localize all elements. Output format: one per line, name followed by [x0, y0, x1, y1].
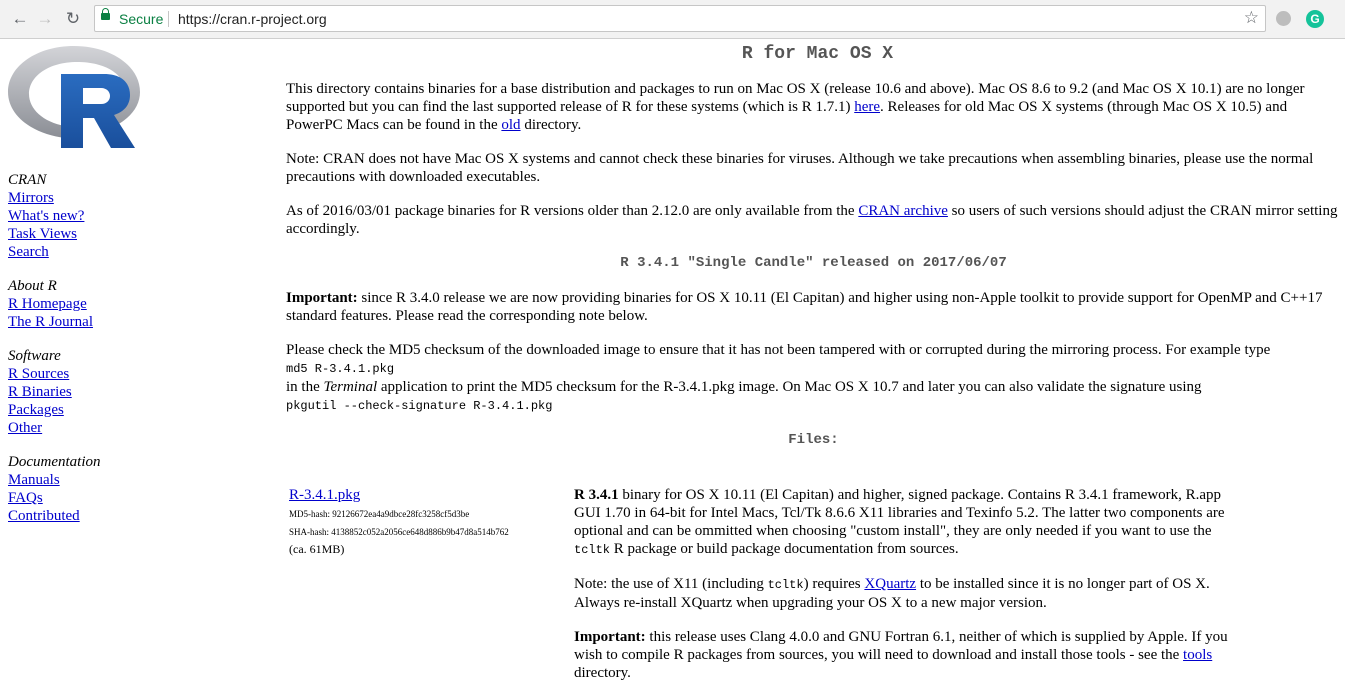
archive-text: As of 2016/03/01 package binaries for R versions older than 2.12.0 are only available from the	[286, 203, 859, 219]
browser-toolbar	[0, 0, 1345, 39]
here-link[interactable]: here	[854, 99, 881, 115]
description-text: to be installed since it is no longer part of OS X. Always re-install XQuartz when upgrading your OS X to a new major version.	[574, 576, 1210, 611]
sidebar-link-r-sources[interactable]: R Sources	[8, 366, 70, 382]
description-text: this release uses Clang 4.0.0 and GNU Fortran 6.1, neither of which is supplied by Apple. If you wish to compile R packages from sources, you will need to download and install those tools - see the	[574, 629, 1228, 663]
sidebar-link-faqs[interactable]: FAQs	[8, 490, 43, 506]
main-content	[286, 44, 1341, 681]
important-label: Important:	[286, 290, 358, 306]
sidebar-link-other[interactable]: Other	[8, 420, 43, 436]
archive-text: so users of such versions should adjust the CRAN mirror setting accordingly.	[286, 203, 1338, 237]
important-label: Important:	[574, 629, 646, 645]
description-text: Note: the use of X11 (including	[574, 576, 768, 592]
code-tcltk: tcltk	[767, 578, 804, 592]
checksum-text: application to print the MD5 checksum for the R-3.4.1.pkg image. On Mac OS X 10.7 and later you can also validate the signature using	[377, 379, 1202, 395]
sidebar-group-about	[8, 277, 100, 331]
version-label: R 3.4.1	[574, 487, 619, 503]
description-text: ) requires	[803, 576, 865, 592]
sidebar-link-r-journal[interactable]: The R Journal	[8, 314, 93, 330]
tools-link[interactable]: tools	[1183, 647, 1213, 663]
cran-archive-link[interactable]: CRAN archive	[858, 203, 948, 219]
extension-icon[interactable]	[1276, 11, 1291, 26]
secure-label: Secure	[119, 11, 164, 27]
intro-text: This directory contains binaries for a base distribution and packages to run on Mac OS X (release 10.6 and above). Mac OS 8.6 to 9.2 (and Mac OS X 10.1) are no longer supported but you can find the last supported release of R for these systems (which is R 1.7.1)	[286, 81, 1305, 115]
intro-text: . Releases for old Mac OS X systems (through Mac OS X 10.5) and PowerPC Macs can be found in the	[286, 99, 1288, 133]
pkgutil-command: pkgutil --check-signature R-3.4.1.pkg	[286, 399, 553, 413]
virus-note: Note: CRAN does not have Mac OS X systems and cannot check these binaries for viruses. Although we take precautions when assembling binaries, please use the normal precautions with downloaded executables.	[286, 151, 1314, 185]
release-heading: R 3.4.1 "Single Candle" released on 2017/06/07	[620, 255, 1007, 271]
important-text: since R 3.4.0 release we are now providing binaries for OS X 10.11 (El Capitan) and higher using non-Apple toolkit to provide support for OpenMP and C++17 standard features. Please read the corresponding note below.	[286, 290, 1323, 324]
xquartz-link[interactable]: XQuartz	[864, 576, 917, 592]
file-description	[574, 486, 1244, 698]
download-pkg-link[interactable]: R-3.4.1.pkg	[289, 487, 361, 503]
sha-hash: SHA-hash: 4138852c052a2056ce648d886b9b47d8a514b762	[289, 527, 509, 537]
checksum-text: in the	[286, 379, 324, 395]
description-text: binary for OS X 10.11 (El Capitan) and higher, signed package. Contains R 3.4.1 framework, R.app GUI 1.70 in 64-bit for Intel Macs, Tcl/Tk 8.6.6 X11 libraries and Texinfo 5.2. The latter two components are optional and can be ommitted when choosing "custom install", they are only needed if you want to use the	[574, 487, 1225, 539]
sidebar-heading: Documentation	[8, 454, 101, 470]
file-info	[289, 486, 559, 558]
sidebar-link-manuals[interactable]: Manuals	[8, 472, 60, 488]
file-size: (ca. 61MB)	[289, 542, 345, 556]
sidebar-link-r-homepage[interactable]: R Homepage	[8, 296, 87, 312]
x11-note-paragraph	[574, 575, 1244, 612]
md5-hash: MD5-hash: 92126672ea4a9dbce28fc3258cf5d3be	[289, 509, 470, 519]
important-paragraph	[286, 289, 1341, 325]
sidebar-link-mirrors[interactable]: Mirrors	[8, 190, 54, 206]
address-bar[interactable]	[94, 5, 1266, 32]
forward-button[interactable]: →	[36, 9, 54, 28]
back-button[interactable]: ←	[11, 9, 29, 28]
description-text: R package or build package documentation from sources.	[610, 541, 959, 557]
description-text: directory.	[574, 665, 631, 681]
md5-command: md5 R-3.4.1.pkg	[286, 362, 395, 376]
reload-icon[interactable]: ↻	[65, 9, 81, 28]
checksum-paragraph	[286, 341, 1341, 415]
star-icon[interactable]: ☆	[1243, 8, 1259, 27]
sidebar-nav	[8, 171, 100, 541]
url-text[interactable]: https://cran.r-project.org	[178, 11, 327, 27]
r-logo[interactable]	[7, 44, 141, 152]
grammarly-icon[interactable]: G	[1306, 10, 1324, 28]
omnibox-divider	[168, 11, 169, 27]
intro-text: directory.	[520, 117, 582, 133]
code-tcltk: tcltk	[574, 543, 611, 557]
terminal-word: Terminal	[323, 379, 378, 395]
sidebar-heading: About R	[8, 278, 57, 294]
files-table-row	[286, 466, 1341, 681]
sidebar-group-cran	[8, 171, 100, 261]
checksum-text: Please check the MD5 checksum of the downloaded image to ensure that it has not been tampered with or corrupted during the mirroring process. For example type	[286, 342, 1271, 358]
sidebar-heading: CRAN	[8, 172, 47, 188]
archive-paragraph	[286, 202, 1341, 238]
sidebar-link-contributed[interactable]: Contributed	[8, 508, 80, 524]
description-paragraph	[574, 486, 1244, 559]
files-heading: Files:	[788, 432, 839, 448]
lock-icon	[101, 13, 110, 20]
sidebar-link-r-binaries[interactable]: R Binaries	[8, 384, 72, 400]
sidebar-group-software	[8, 347, 100, 437]
sidebar-link-packages[interactable]: Packages	[8, 402, 64, 418]
sidebar-heading: Software	[8, 348, 61, 364]
sidebar-link-whats-new[interactable]: What's new?	[8, 208, 85, 224]
old-directory-link[interactable]: old	[501, 117, 521, 133]
compiler-important-paragraph	[574, 628, 1244, 682]
sidebar-group-documentation	[8, 453, 100, 525]
sidebar-link-search[interactable]: Search	[8, 244, 49, 260]
sidebar-link-task-views[interactable]: Task Views	[8, 226, 78, 242]
page-title: R for Mac OS X	[741, 44, 894, 64]
intro-paragraph	[286, 80, 1341, 134]
